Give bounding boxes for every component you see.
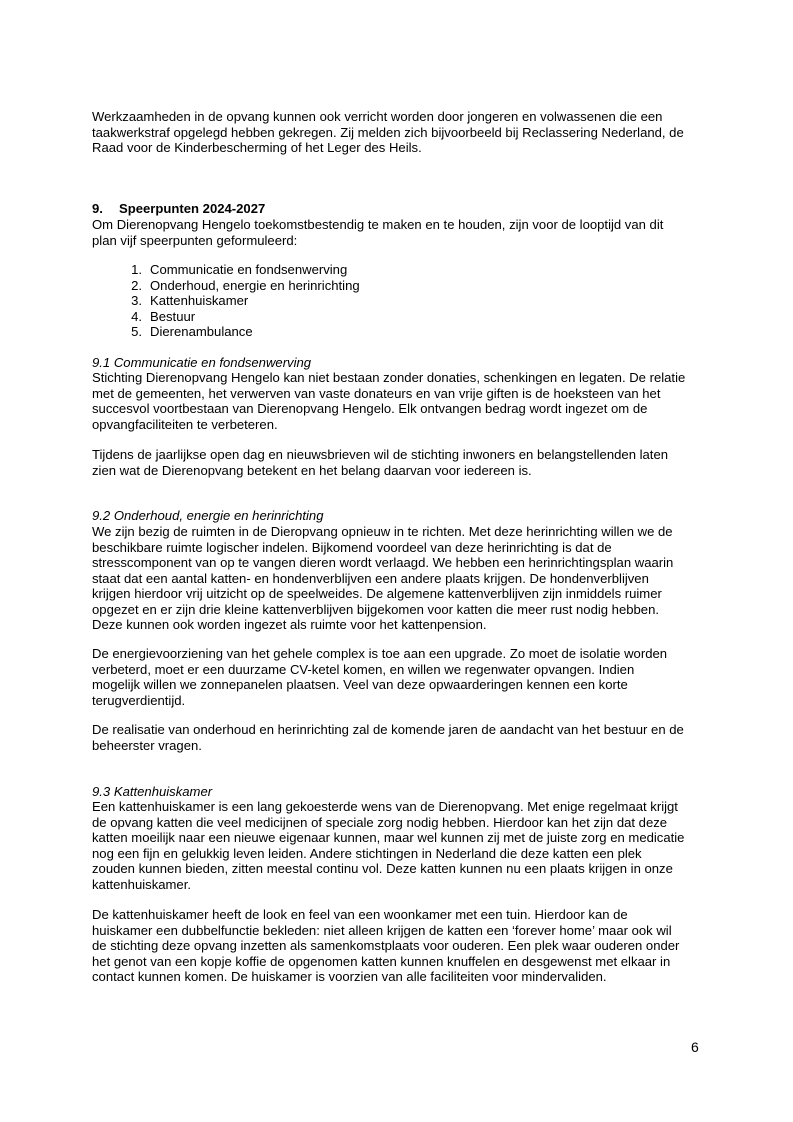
text-line: We zijn bezig de ruimten in de Dieropvang opnieuw in te richten. Met deze herinrichting willen we de <box>92 524 673 539</box>
text-line: met de gemeenten, het verwerven van vaste donateurs en van vrije giften is de hoeksteen van het <box>92 385 661 401</box>
list-number: 2. <box>131 277 142 293</box>
section-9-heading <box>92 201 265 217</box>
text-line: mogelijk willen we zonnepanelen plaatsen. Veel van deze opwaarderingen kennen een korte <box>92 677 628 692</box>
section-title: Speerpunten 2024-2027 <box>119 201 266 216</box>
text-line: krijgen hierdoor vrij uitzicht op de speelweides. De algemene kattenverblijven zijn inmiddels ruimer <box>92 586 662 601</box>
speerpunten-list <box>92 262 360 340</box>
subsection-9-2-heading: 9.2 Onderhoud, energie en herinrichting <box>92 508 324 523</box>
list-text: Onderhoud, energie en herinrichting <box>150 277 360 293</box>
subsection-9-3-paragraph-2 <box>92 907 712 985</box>
text-line: stresscomponent van op te vangen dieren wordt verlaagd. We hebben een herinrichtingsplan waarin <box>92 555 674 570</box>
text-line: kattenhuiskamer. <box>92 876 191 892</box>
text-line: De energievoorziening van het gehele complex is toe aan een upgrade. Zo moet de isolatie worden <box>92 646 668 661</box>
text-line: katten moeilijk naar een nieuwe eigenaar kunnen, maar wel kunnen zij met de juiste zorg en medicatie <box>92 830 685 845</box>
subsection-9-3-heading: 9.3 Kattenhuiskamer <box>92 784 213 799</box>
text-line: contact kunnen komen. De huiskamer is voorzien van alle faciliteiten voor mindervaliden. <box>92 969 607 984</box>
text-line: zien wat de Dierenopvang betekent en het belang daarvan voor iedereen is. <box>92 462 532 478</box>
list-text: Bestuur <box>150 308 196 324</box>
text-line: Stichting Dierenopvang Hengelo kan niet bestaan zonder donaties, schenkingen en legaten. De relatie <box>92 370 686 385</box>
text-line: de opvang katten die veel medicijnen of speciale zorg nodig hebben. Hierdoor kan het zijn dat deze <box>92 814 668 830</box>
subsection-9-2-paragraph-1 <box>92 524 712 633</box>
intro-paragraph <box>92 109 712 156</box>
list-item <box>92 278 360 294</box>
text-line: Deze kunnen ook worden ingezet als ruimte voor het kattenpension. <box>92 617 487 632</box>
subsection-9-1-paragraph-1 <box>92 370 712 432</box>
list-number: 5. <box>131 324 142 339</box>
text-line: De kattenhuiskamer heeft de look en feel van een woonkamer met een tuin. Hierdoor kan de <box>92 907 628 922</box>
section-9-intro <box>92 217 712 248</box>
text-line: staat dat een aantal katten- en hondenverblijven een andere plaats krijgen. De hondenverblijven <box>92 570 649 586</box>
list-text: Communicatie en fondsenwerving <box>150 262 348 277</box>
text-line: Een kattenhuiskamer is een lang gekoesterde wens van de Dierenopvang. Met enige regelmaat krijgt <box>92 799 678 814</box>
page-number: 6 <box>691 1039 699 1055</box>
list-item <box>92 324 360 340</box>
list-text: Kattenhuiskamer <box>150 293 249 308</box>
text-line: zouden kunnen bieden, zitten meestal continu vol. Deze katten kunnen nu een plaats krijgen in onze <box>92 861 673 876</box>
text-line: succesvol voortbestaan van Dierenopvang Hengelo. Elk ontvangen bedrag wordt ingezet om de <box>92 401 648 416</box>
list-number: 3. <box>131 293 142 308</box>
text-line: beheerster vragen. <box>92 737 202 753</box>
text-line: beschikbare ruimte logischer indelen. Bijkomend voordeel van deze herinrichting is dat de <box>92 539 612 555</box>
text-line: terugverdientijd. <box>92 692 186 708</box>
text-line: nog een fijn en gelukkig leven leiden. Andere stichtingen in Nederland die deze katten een plek <box>92 845 642 861</box>
section-number: 9. <box>92 201 103 216</box>
text-line: het genot van een kopje koffie de opgenomen katten kunnen knuffelen en desgewenst met elkaar in <box>92 953 671 969</box>
text-line: plan vijf speerpunten geformuleerd: <box>92 232 298 248</box>
text-line: Raad voor de Kinderbescherming of het Leger des Heils. <box>92 140 422 155</box>
text-line: huiskamer een dubbelfunctie bekleden: niet alleen krijgen de katten een ‘forever home’ maar ook wil <box>92 922 672 938</box>
text-line: opvangfaciliteiten te verbeteren. <box>92 416 278 432</box>
list-item <box>92 309 360 325</box>
list-item <box>92 262 360 278</box>
subsection-9-2-paragraph-2 <box>92 646 712 708</box>
text-line: Werkzaamheden in de opvang kunnen ook verricht worden door jongeren en volwassenen die een <box>92 109 663 124</box>
text-line: Tijdens de jaarlijkse open dag en nieuwsbrieven wil de stichting inwoners en belangstellenden laten <box>92 447 669 462</box>
text-line: opgezet en er zijn drie kleine kattenverblijven bijgekomen voor katten die meer rust nodig hebben. <box>92 601 660 617</box>
text-line: de stichting deze opvang inzetten als samenkomstplaats voor ouderen. Een plek waar ouderen onder <box>92 938 680 953</box>
subsection-9-1-heading: 9.1 Communicatie en fondsenwerving <box>92 355 312 370</box>
text-line: De realisatie van onderhoud en herinrichting zal de komende jaren de aandacht van het bestuur en de <box>92 722 684 737</box>
list-number: 1. <box>131 262 142 277</box>
subsection-9-2-paragraph-3 <box>92 722 712 753</box>
list-number: 4. <box>131 308 142 324</box>
list-item <box>92 293 360 309</box>
text-line: taakwerkstraf opgelegd hebben gekregen. Zij melden zich bijvoorbeeld bij Reclassering Nederland, de <box>92 124 684 140</box>
subsection-9-1-paragraph-2 <box>92 447 712 478</box>
text-line: Om Dierenopvang Hengelo toekomstbestendig te maken en te houden, zijn voor de looptijd van dit <box>92 217 664 232</box>
list-text: Dierenambulance <box>150 324 253 339</box>
text-line: verbeterd, moet er een duurzame CV-ketel komen, en willen we regenwater opvangen. Indien <box>92 661 635 677</box>
subsection-9-3-paragraph-1 <box>92 799 712 892</box>
